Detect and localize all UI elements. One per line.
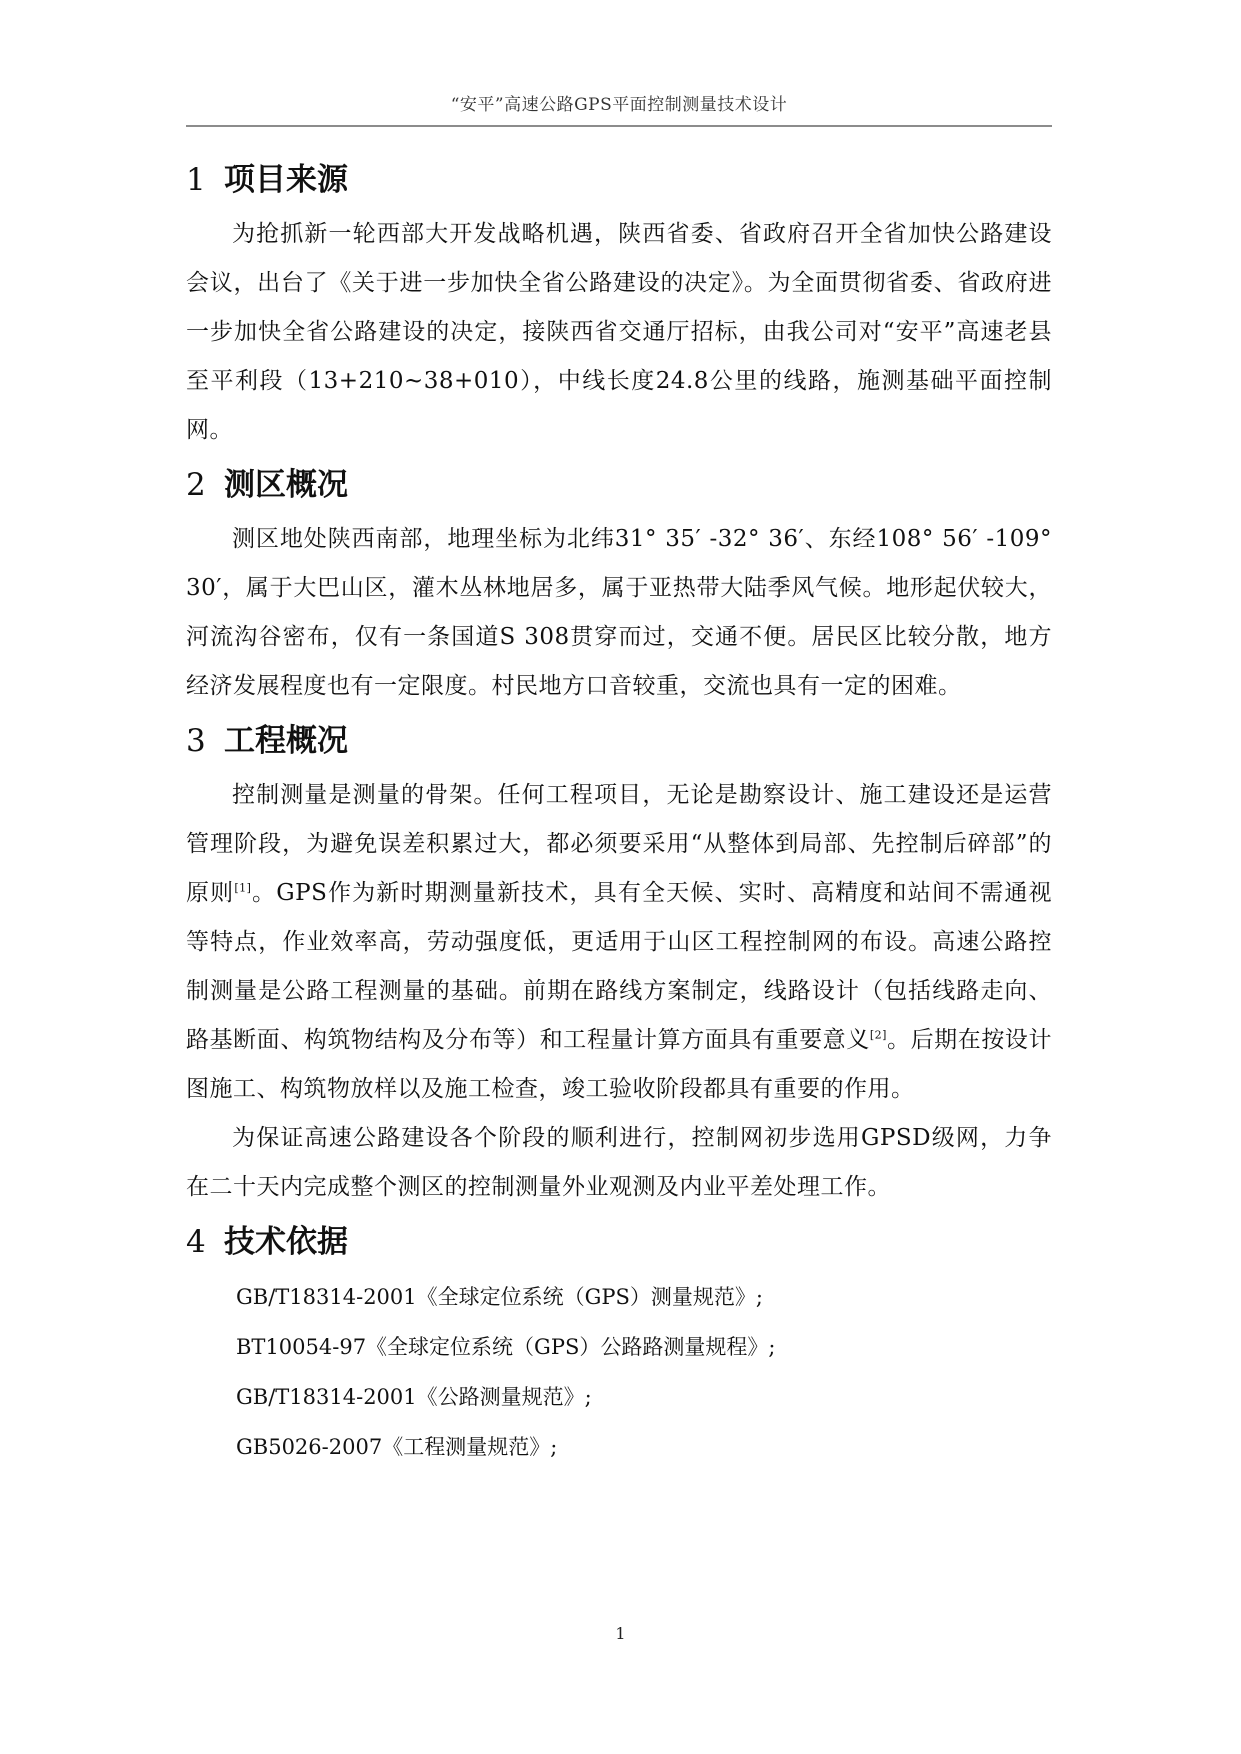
citation-ref: [1] <box>234 881 252 895</box>
section-title: 工程概况 <box>224 723 348 759</box>
citation-ref: [2] <box>869 1028 887 1042</box>
section-project-overview <box>186 711 1052 1212</box>
paragraph: 为保证高速公路建设各个阶段的顺利进行，控制网初步选用GPSD级网，力争在二十天内完成整个测区的控制测量外业观测及内业平差处理工作。 <box>186 1125 1052 1200</box>
section-heading <box>186 455 1052 515</box>
list-item: GB/T18314-2001《公路测量规范》; <box>236 1385 592 1409</box>
section-number: 1 <box>186 162 206 198</box>
page-number: 1 <box>615 1624 626 1643</box>
paragraph-text: 。GPS作为新时期测量新技术，具有全天候、实时、高精度和站间不需通视等特点，作业效率高，劳动强度低，更适用于山区工程控制网的布设。高速公路控制测量是公路工程测量的基础。前期在路线方案制定，线路设计（包括线路走向、路基断面、构筑物结构及分布等）和工程量计算方面具有重要意义 <box>186 880 1052 1053</box>
document-body <box>186 150 1052 1472</box>
section-number: 3 <box>186 723 206 759</box>
list-item: GB/T18314-2001《全球定位系统（GPS）测量规范》; <box>236 1285 763 1309</box>
paragraph-text: 控制测量是测量的骨架。任何工程项目，无论是勘察设计、施工建设还是运营管理阶段，为避免误差积累过大，都必须要采用“从整体到局部、先控制后碎部”的原则 <box>186 782 1052 906</box>
list-item: GB5026-2007《工程测量规范》; <box>236 1435 558 1459</box>
section-heading <box>186 1212 1052 1272</box>
section-heading <box>186 150 1052 210</box>
section-project-origin <box>186 150 1052 455</box>
section-number: 2 <box>186 467 206 503</box>
standards-list <box>186 1272 1052 1472</box>
section-heading <box>186 711 1052 771</box>
section-technical-basis <box>186 1212 1052 1472</box>
paragraph <box>186 771 1052 1114</box>
paragraph: 测区地处陕西南部，地理坐标为北纬31° 35′ -32° 36′、东经108° 56′ -109° 30′，属于大巴山区，灌木丛林地居多，属于亚热带大陆季风气候。地形起伏较大，河流沟谷密布，仅有一条国道S 308贯穿而过，交通不便。居民区比较分散，地方经济发展程度也有一定限度。村民地方口音较重，交流也具有一定的困难。 <box>186 526 1052 699</box>
section-number: 4 <box>186 1224 206 1260</box>
section-title: 技术依据 <box>224 1224 348 1260</box>
paragraph: 为抢抓新一轮西部大开发战略机遇，陕西省委、省政府召开全省加快公路建设会议，出台了《关于进一步加快全省公路建设的决定》。为全面贯彻省委、省政府进一步加快全省公路建设的决定，接陕西省交通厅招标，由我公司对“安平”高速老县至平利段（13+210~38+010），中线长度24.8公里的线路，施测基础平面控制网。 <box>186 221 1052 443</box>
header-rule <box>186 125 1052 127</box>
running-header: “安平”高速公路GPS平面控制测量技术设计 <box>450 95 788 115</box>
section-title: 项目来源 <box>224 162 348 198</box>
section-survey-area <box>186 455 1052 711</box>
section-title: 测区概况 <box>224 467 348 503</box>
list-item: BT10054-97《全球定位系统（GPS）公路路测量规程》; <box>236 1335 776 1359</box>
paragraph-text: 。后期在按设计图施工、构筑物放样以及施工检查，竣工验收阶段都具有重要的作用。 <box>186 1027 1053 1102</box>
